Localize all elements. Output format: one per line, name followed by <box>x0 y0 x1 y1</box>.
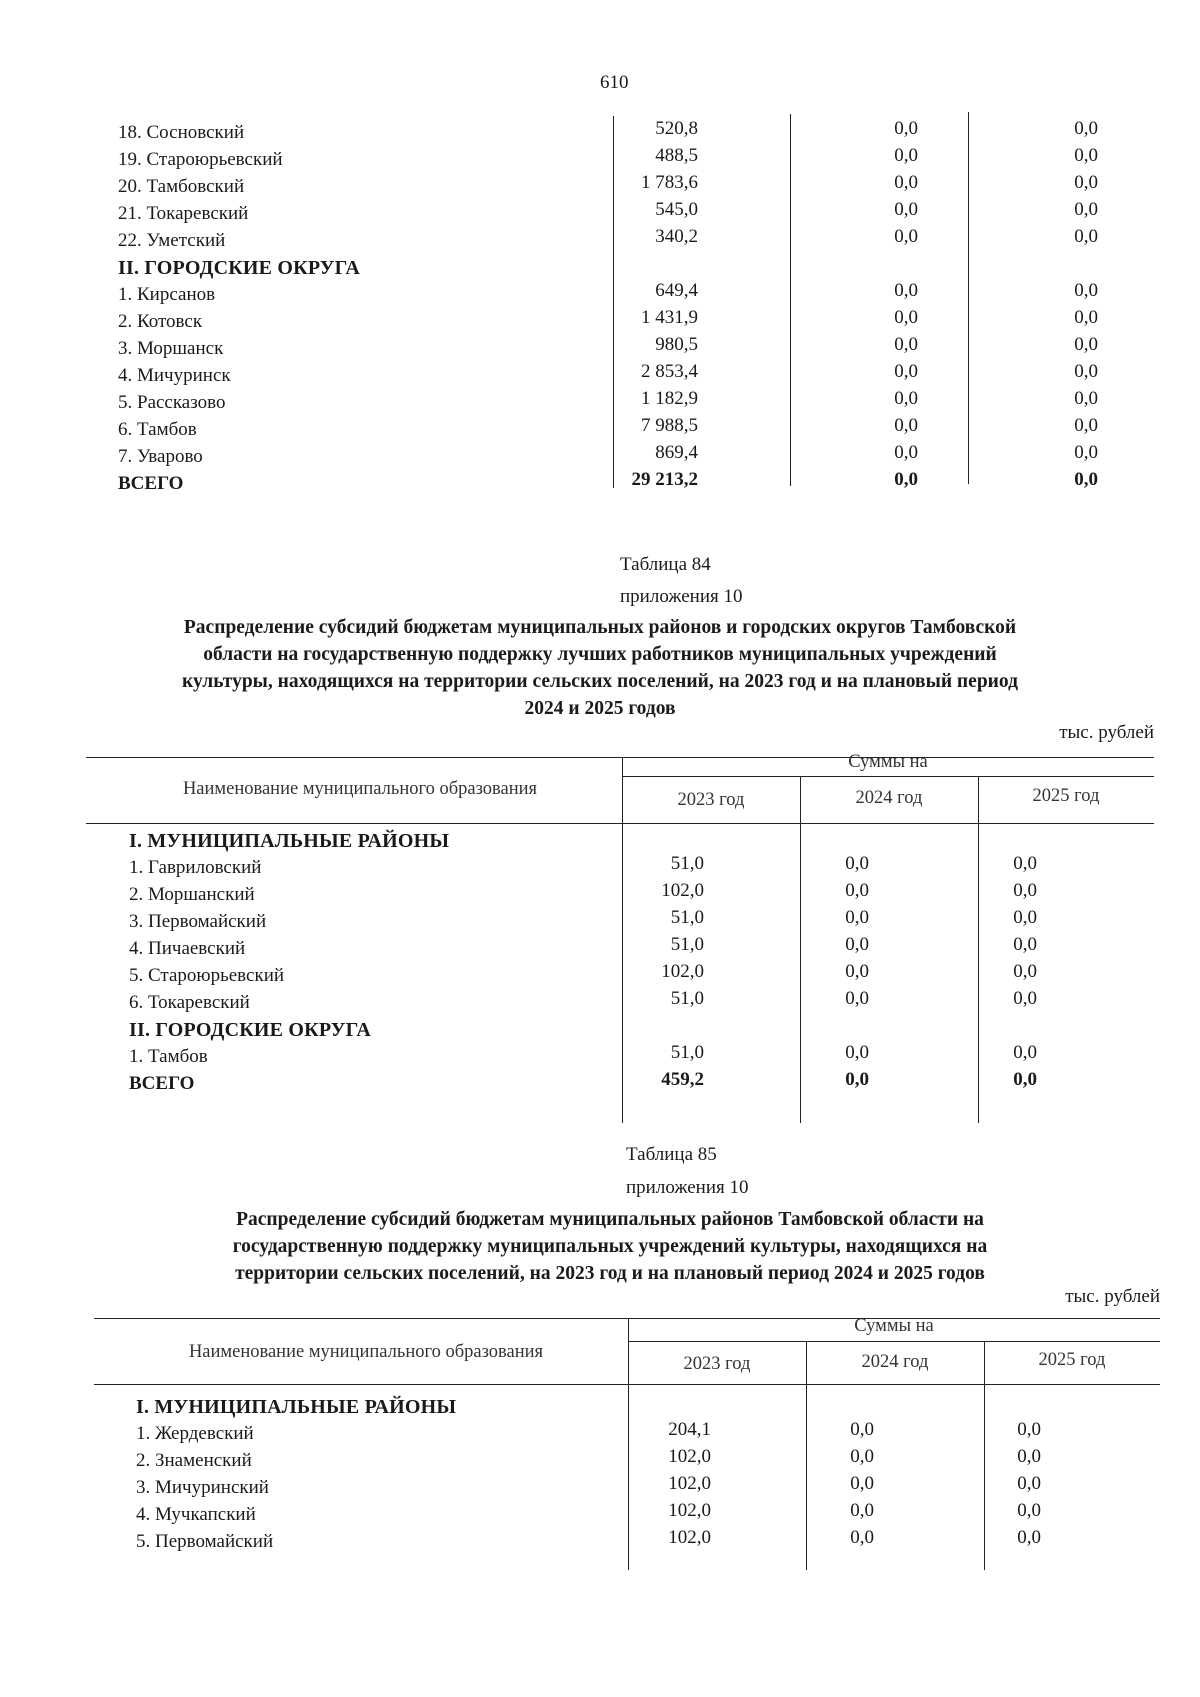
table-85-body <box>136 1396 1156 1577</box>
value-2024: 0,0 <box>845 907 869 928</box>
table-84-sub-rule <box>622 776 1154 777</box>
value-2023: 1 783,6 <box>641 172 698 193</box>
value-2023: 2 853,4 <box>641 361 698 382</box>
table-row <box>118 226 1138 257</box>
value-2023: 545,0 <box>655 199 698 220</box>
value-2024: 0,0 <box>894 280 918 301</box>
value-2023: 51,0 <box>670 853 704 874</box>
row-name: 3. Первомайский <box>129 911 267 932</box>
table-84-appendix: приложения 10 <box>620 586 743 607</box>
value-2024: 0,0 <box>845 934 869 955</box>
table-84-title: Распределение субсидий бюджетам муниципальных районов и городских округов Тамбовской области на государственную поддержку лучших работников муниципальных учреждений культуры, находящихся на территории сельских поселений, на 2023 год и на плановый период 2024 и 2025 годов <box>182 617 1018 719</box>
value-2024: 0,0 <box>894 172 918 193</box>
value-2024: 0,0 <box>894 145 918 166</box>
value-2023: 869,4 <box>655 442 698 463</box>
table-85-caption: Таблица 85 <box>626 1144 717 1165</box>
value-2025: 0,0 <box>1074 280 1098 301</box>
value-2025: 0,0 <box>1074 361 1098 382</box>
value-2025: 0,0 <box>1074 145 1098 166</box>
value-2023: 102,0 <box>668 1446 711 1467</box>
row-name: 2. Котовск <box>118 311 203 332</box>
value-2024: 0,0 <box>850 1527 874 1548</box>
table-row <box>129 988 1149 1019</box>
table-84-header-name: Наименование муниципального образования <box>182 779 538 799</box>
row-name: 1. Тамбов <box>129 1046 208 1067</box>
value-2025: 0,0 <box>1074 226 1098 247</box>
value-2023: 51,0 <box>670 934 704 955</box>
value-2025: 0,0 <box>1074 307 1098 328</box>
value-2025: 0,0 <box>1074 442 1098 463</box>
value-2023: 51,0 <box>670 988 704 1009</box>
table-84-caption: Таблица 84 <box>620 554 711 575</box>
value-2025: 0,0 <box>1017 1473 1041 1494</box>
value-2024: 0,0 <box>845 1042 869 1063</box>
table-84-unit: тыс. рублей <box>1059 722 1154 743</box>
table-85-appendix: приложения 10 <box>626 1177 749 1198</box>
value-2024: 0,0 <box>845 853 869 874</box>
value-2025: 0,0 <box>1074 334 1098 355</box>
row-name: 5. Первомайский <box>136 1531 274 1552</box>
value-2023: 102,0 <box>661 880 704 901</box>
value-2023: 102,0 <box>668 1527 711 1548</box>
value-2023: 1 431,9 <box>641 307 698 328</box>
row-name: 21. Токаревский <box>118 203 249 224</box>
value-2024: 0,0 <box>850 1419 874 1440</box>
value-2023: 102,0 <box>668 1473 711 1494</box>
total-row <box>118 469 1138 500</box>
row-name: II. ГОРОДСКИЕ ОКРУГА <box>129 1019 372 1041</box>
table-84-header-2025: 2025 год <box>1032 786 1100 806</box>
table-84-header-rule <box>86 823 1154 824</box>
row-name: 20. Тамбовский <box>118 176 245 197</box>
value-2025: 0,0 <box>1013 1069 1037 1090</box>
value-2024: 0,0 <box>850 1473 874 1494</box>
value-2025: 0,0 <box>1013 988 1037 1009</box>
value-2025: 0,0 <box>1017 1419 1041 1440</box>
value-2023: 649,4 <box>655 280 698 301</box>
value-2024: 0,0 <box>894 334 918 355</box>
value-2024: 0,0 <box>894 469 918 490</box>
value-2023: 102,0 <box>668 1500 711 1521</box>
value-2023: 340,2 <box>655 226 698 247</box>
value-2025: 0,0 <box>1074 199 1098 220</box>
value-2024: 0,0 <box>845 988 869 1009</box>
value-2025: 0,0 <box>1074 172 1098 193</box>
value-2025: 0,0 <box>1013 853 1037 874</box>
row-name: 3. Моршанск <box>118 338 224 359</box>
value-2024: 0,0 <box>894 361 918 382</box>
row-name: 1. Жердевский <box>136 1423 254 1444</box>
value-2025: 0,0 <box>1013 934 1037 955</box>
value-2025: 0,0 <box>1074 118 1098 139</box>
row-name: 5. Староюрьевский <box>129 965 285 986</box>
row-name: 3. Мичуринский <box>136 1477 269 1498</box>
table-85-sub-rule <box>628 1341 1160 1342</box>
row-name: I. МУНИЦИПАЛЬНЫЕ РАЙОНЫ <box>129 830 450 852</box>
value-2025: 0,0 <box>1013 907 1037 928</box>
row-name: 4. Мичуринск <box>118 365 231 386</box>
row-name: ВСЕГО <box>118 473 184 494</box>
table-85-header-2025: 2025 год <box>1038 1350 1106 1370</box>
row-name: 1. Гавриловский <box>129 857 262 878</box>
value-2023: 29 213,2 <box>631 469 698 490</box>
table-84-header-sums: Суммы на <box>848 752 928 772</box>
table-85-header-rule <box>94 1384 1160 1385</box>
row-name: 22. Уметский <box>118 230 226 251</box>
row-name: 1. Кирсанов <box>118 284 216 305</box>
value-2025: 0,0 <box>1017 1527 1041 1548</box>
value-2024: 0,0 <box>894 415 918 436</box>
value-2025: 0,0 <box>1074 469 1098 490</box>
value-2025: 0,0 <box>1074 388 1098 409</box>
value-2023: 459,2 <box>661 1069 704 1090</box>
value-2024: 0,0 <box>845 961 869 982</box>
value-2024: 0,0 <box>894 118 918 139</box>
row-name: 4. Мучкапский <box>136 1504 256 1525</box>
row-name: ВСЕГО <box>129 1073 195 1094</box>
value-2023: 204,1 <box>668 1419 711 1440</box>
total-row <box>129 1069 1149 1100</box>
value-2023: 102,0 <box>661 961 704 982</box>
row-name: II. ГОРОДСКИЕ ОКРУГА <box>118 257 361 279</box>
table-85-header-2023: 2023 год <box>683 1354 751 1374</box>
value-2025: 0,0 <box>1074 415 1098 436</box>
table-continuation <box>118 118 1118 502</box>
table-84-header-2024: 2024 год <box>855 788 923 808</box>
value-2024: 0,0 <box>845 1069 869 1090</box>
table-row <box>136 1527 1156 1558</box>
value-2023: 980,5 <box>655 334 698 355</box>
value-2024: 0,0 <box>894 442 918 463</box>
table-85-title: Распределение субсидий бюджетам муниципальных районов Тамбовской области на государственную поддержку муниципальных учреждений культуры, находящихся на территории сельских поселений, на 2023 год и на плановый период 2024 и 2025 годов <box>232 1209 988 1284</box>
value-2023: 1 182,9 <box>641 388 698 409</box>
row-name: 18. Сосновский <box>118 122 245 143</box>
value-2023: 488,5 <box>655 145 698 166</box>
value-2024: 0,0 <box>894 199 918 220</box>
page-number: 610 <box>600 72 629 93</box>
table-85-header-sums: Суммы на <box>854 1316 934 1336</box>
table-85-header-2024: 2024 год <box>861 1352 929 1372</box>
row-name: 6. Тамбов <box>118 419 197 440</box>
row-name: 7. Уварово <box>118 446 203 467</box>
row-name: 2. Знаменский <box>136 1450 252 1471</box>
value-2023: 51,0 <box>670 907 704 928</box>
value-2025: 0,0 <box>1013 880 1037 901</box>
value-2023: 520,8 <box>655 118 698 139</box>
value-2024: 0,0 <box>894 307 918 328</box>
value-2025: 0,0 <box>1017 1500 1041 1521</box>
value-2023: 51,0 <box>670 1042 704 1063</box>
row-name: 19. Староюрьевский <box>118 149 283 170</box>
table-84-header-2023: 2023 год <box>677 790 745 810</box>
value-2025: 0,0 <box>1017 1446 1041 1467</box>
value-2023: 7 988,5 <box>641 415 698 436</box>
value-2024: 0,0 <box>845 880 869 901</box>
value-2025: 0,0 <box>1013 961 1037 982</box>
row-name: I. МУНИЦИПАЛЬНЫЕ РАЙОНЫ <box>136 1396 457 1418</box>
value-2025: 0,0 <box>1013 1042 1037 1063</box>
table-85-header-name: Наименование муниципального образования <box>188 1342 544 1362</box>
row-name: 4. Пичаевский <box>129 938 246 959</box>
table-85-unit: тыс. рублей <box>1065 1286 1160 1307</box>
value-2024: 0,0 <box>850 1446 874 1467</box>
value-2024: 0,0 <box>894 226 918 247</box>
row-name: 6. Токаревский <box>129 992 250 1013</box>
value-2024: 0,0 <box>894 388 918 409</box>
row-name: 2. Моршанский <box>129 884 255 905</box>
table-84-body <box>129 830 1149 1128</box>
value-2024: 0,0 <box>850 1500 874 1521</box>
row-name: 5. Рассказово <box>118 392 226 413</box>
